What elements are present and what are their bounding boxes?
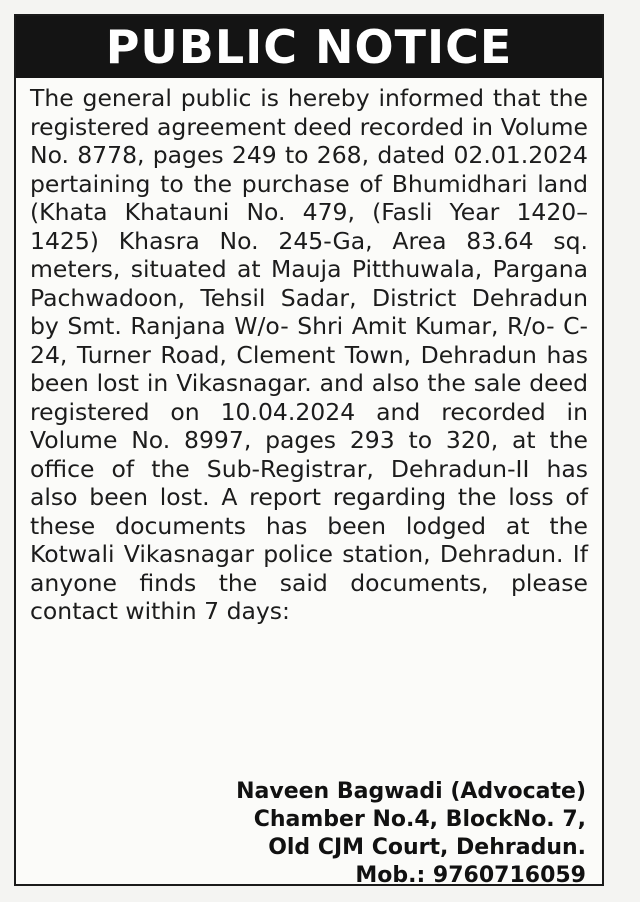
signature-block xyxy=(236,778,586,890)
notice-title: PUBLIC NOTICE xyxy=(105,20,513,74)
chamber-address: Chamber No.4, BlockNo. 7, xyxy=(253,807,586,832)
mobile-number: Mob.: 9760716059 xyxy=(355,863,586,888)
court-address: Old CJM Court, Dehradun. xyxy=(268,835,586,860)
notice-body: The general public is hereby informed that the registered agreement deed recorded in Volume No. 8778, pages 249 to 268, dated 02.01.2024 pertaining to the purchase of Bhumidhari land (Khata Khatauni No. 479, (Fasli Year 1420–1425) Khasra No. 245-Ga, Area 83.64 sq. meters, situated at Mauja Pitthuwala, Pargana Pachwadoon, Tehsil Sadar, District Dehradun by Smt. Ranjana W/o- Shri Amit Kumar, R/o- C-24, Turner Road, Clement Town, Dehradun has been lost in Vikasnagar. and also the sale deed registered on 10.04.2024 and recorded in Volume No. 8997, pages 293 to 320, at the office of the Sub-Registrar, Dehradun-II has also been lost. A report regarding the loss of these documents has been lodged at the Kotwali Vikasnagar police station, Dehradun. If anyone finds the said documents, please contact within 7 days: xyxy=(30,84,588,625)
notice-header xyxy=(16,16,602,78)
public-notice xyxy=(14,14,604,886)
advocate-name: Naveen Bagwadi (Advocate) xyxy=(236,779,586,804)
